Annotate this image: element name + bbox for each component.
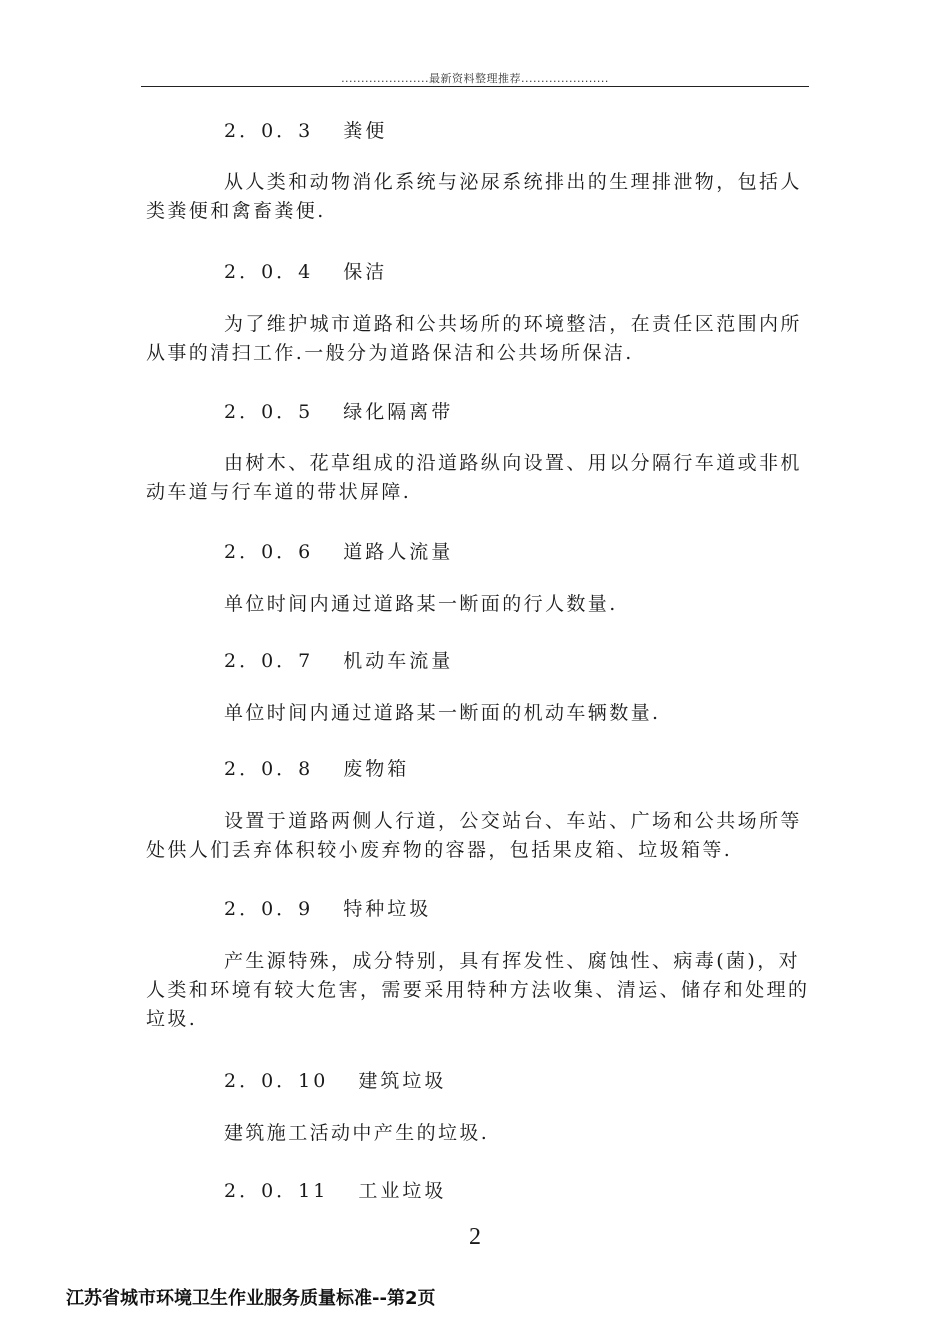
section-term: 建筑垃圾 xyxy=(358,1070,447,1092)
section-number: 2．0．8 xyxy=(224,758,314,780)
header-rule xyxy=(141,86,809,87)
section-definition: 建筑施工活动中产生的垃圾. xyxy=(224,1122,490,1144)
section-definition: 设置于道路两侧人行道，公交站台、车站、广场和公共场所等处供人们丢弃体积较小废弃物的容器，包括果皮箱、垃圾箱等. xyxy=(146,810,802,861)
section-heading xyxy=(224,1176,446,1203)
page-number: 2 xyxy=(469,1224,481,1250)
section-term: 粪便 xyxy=(343,120,388,142)
page-footer: 江苏省城市环境卫生作业服务质量标准--第2页 xyxy=(66,1288,436,1309)
section-definition: 产生源特殊，成分特别，具有挥发性、腐蚀性、病毒(菌)，对人类和环境有较大危害，需要采用特种方法收集、清运、储存和处理的垃圾. xyxy=(146,950,810,1030)
section-heading xyxy=(224,754,409,781)
section-number: 2．0．9 xyxy=(224,898,314,920)
section-term: 特种垃圾 xyxy=(343,898,432,920)
section-term: 工业垃圾 xyxy=(358,1180,447,1202)
section-heading xyxy=(224,894,431,921)
section-term: 绿化隔离带 xyxy=(343,401,454,423)
section-number: 2．0．10 xyxy=(224,1070,329,1092)
section-number: 2．0．4 xyxy=(224,261,314,283)
section-heading xyxy=(224,116,387,143)
section-number: 2．0．7 xyxy=(224,650,314,672)
section-heading xyxy=(224,1066,446,1093)
page-header: ......................最新资料整理推荐...................... xyxy=(341,72,609,85)
section-term: 机动车流量 xyxy=(343,650,454,672)
section-term: 道路人流量 xyxy=(343,541,454,563)
section-definition: 从人类和动物消化系统与泌尿系统排出的生理排泄物，包括人类粪便和禽畜粪便. xyxy=(146,171,802,222)
section-number: 2．0．5 xyxy=(224,401,314,423)
section-definition: 单位时间内通过道路某一断面的行人数量. xyxy=(224,593,618,615)
section-definition: 为了维护城市道路和公共场所的环境整洁，在责任区范围内所从事的清扫工作.一般分为道路保洁和公共场所保洁. xyxy=(146,313,802,364)
section-heading xyxy=(224,537,453,564)
section-number: 2．0．6 xyxy=(224,541,314,563)
section-number: 2．0．3 xyxy=(224,120,314,142)
section-number: 2．0．11 xyxy=(224,1180,329,1202)
section-term: 废物箱 xyxy=(343,758,410,780)
section-heading xyxy=(224,257,387,284)
section-definition: 由树木、花草组成的沿道路纵向设置、用以分隔行车道或非机动车道与行车道的带状屏障. xyxy=(146,452,802,503)
section-heading xyxy=(224,397,453,424)
section-definition: 单位时间内通过道路某一断面的机动车辆数量. xyxy=(224,702,661,724)
section-heading xyxy=(224,646,453,673)
section-term: 保洁 xyxy=(343,261,388,283)
